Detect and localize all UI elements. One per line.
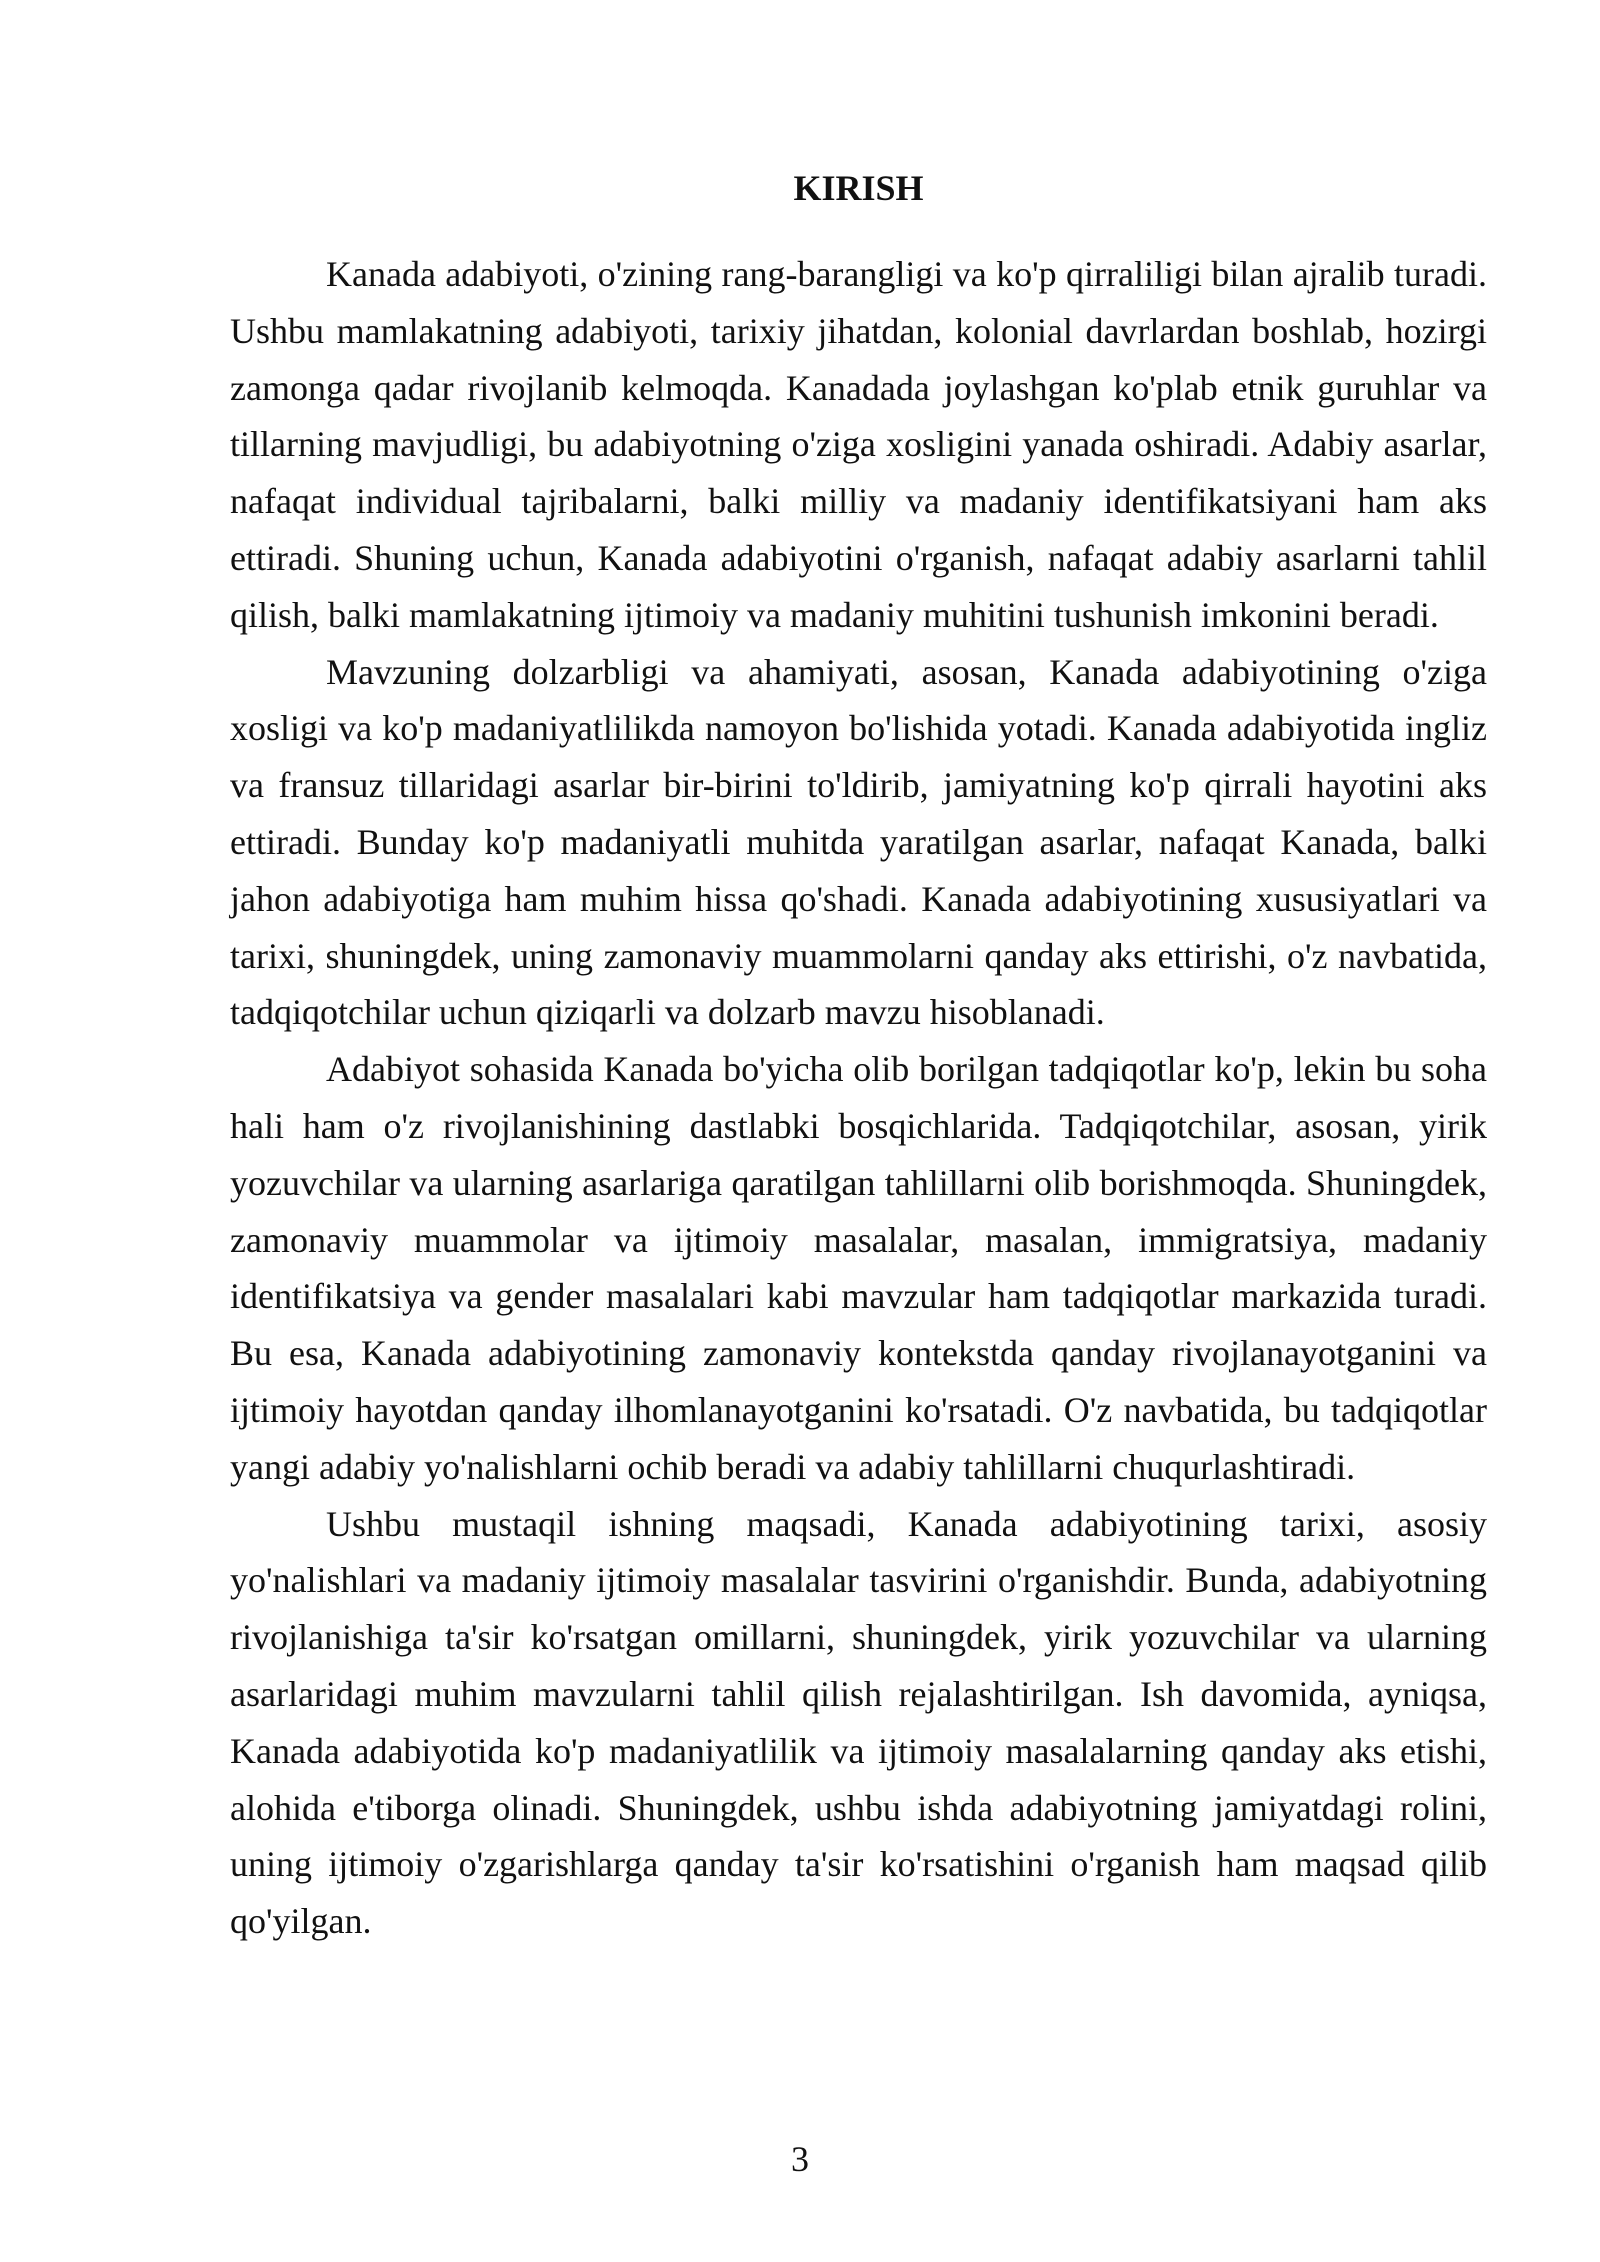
page-number: 3	[791, 2139, 809, 2179]
paragraph-4: Ushbu mustaqil ishning maqsadi, Kanada adabiyotining tarixi, asosiy yo'nalishlari va madaniy ijtimoiy masalalar tasvirini o'rganishdir. Bunda, adabiyotning rivojlanishiga ta'sir ko'rsatgan omillarni, shuningdek, yirik yozuvchilar va ularning asarlaridagi muhim mavzularni tahlil qilish rejalashtirilgan. Ish davomida, ayniqsa, Kanada adabiyotida ko'p madaniyatlilik va ijtimoiy masalalarning qanday aks etishi, alohida e'tiborga olinadi. Shuningdek, ushbu ishda adabiyotning jamiyatdagi rolini, uning ijtimoiy o'zgarishlarga qanday ta'sir ko'rsatishini o'rganish ham maqsad qilib qo'yilgan.	[230, 1503, 1487, 1942]
paragraph-3: Adabiyot sohasida Kanada bo'yicha olib borilgan tadqiqotlar ko'p, lekin bu soha hali ham o'z rivojlanishining dastlabki bosqichlarida. Tadqiqotchilar, asosan, yirik yozuvchilar va ularning asarlariga qaratilgan tahlillarni olib borishmoqda. Shuningdek, zamonaviy muammolar va ijtimoiy masalalar, masalan, immigratsiya, madaniy identifikatsiya va gender masalalari kabi mavzular ham tadqiqotlar markazida turadi. Bu esa, Kanada adabiyotining zamonaviy kontekstda qanday rivojlanayotganini va ijtimoiy hayotdan qanday ilhomlanayotganini ko'rsatadi. O'z navbatida, bu tadqiqotlar yangi adabiy yo'nalishlarni ochib beradi va adabiy tahlillarni chuqurlashtiradi.	[230, 1049, 1487, 1487]
paragraph-1: Kanada adabiyoti, o'zining rang-barangligi va ko'p qirraliligi bilan ajralib turadi. Ushbu mamlakatning adabiyoti, tarixiy jihatdan, kolonial davrlardan boshlab, hozirgi zamonga qadar rivojlanib kelmoqda. Kanadada joylashgan ko'plab etnik guruhlar va tillarning mavjudligi, bu adabiyotning o'ziga xosligini yanada oshiradi. Adabiy asarlar, nafaqat individual tajribalarni, balki milliy va madaniy identifikatsiyani ham aks ettiradi. Shuning uchun, Kanada adabiyotini o'rganish, nafaqat adabiy asarlarni tahlil qilish, balki mamlakatning ijtimoiy va madaniy muhitini tushunish imkonini beradi.	[230, 254, 1487, 635]
section-title: KIRISH	[793, 168, 924, 208]
paragraph-2: Mavzuning dolzarbligi va ahamiyati, asosan, Kanada adabiyotining o'ziga xosligi va ko'p madaniyatlilikda namoyon bo'lishida yotadi. Kanada adabiyotida ingliz va fransuz tillaridagi asarlar bir-birini to'ldirib, jamiyatning ko'p qirrali hayotini aks ettiradi. Bunday ko'p madaniyatli muhitda yaratilgan asarlar, nafaqat Kanada, balki jahon adabiyotiga ham muhim hissa qo'shadi. Kanada adabiyotining xususiyatlari va tarixi, shuningdek, uning zamonaviy muammolarni qanday aks ettirishi, o'z navbatida, tadqiqotchilar uchun qiziqarli va dolzarb mavzu hisoblanadi.	[230, 651, 1487, 1033]
page-content	[230, 160, 1487, 1950]
